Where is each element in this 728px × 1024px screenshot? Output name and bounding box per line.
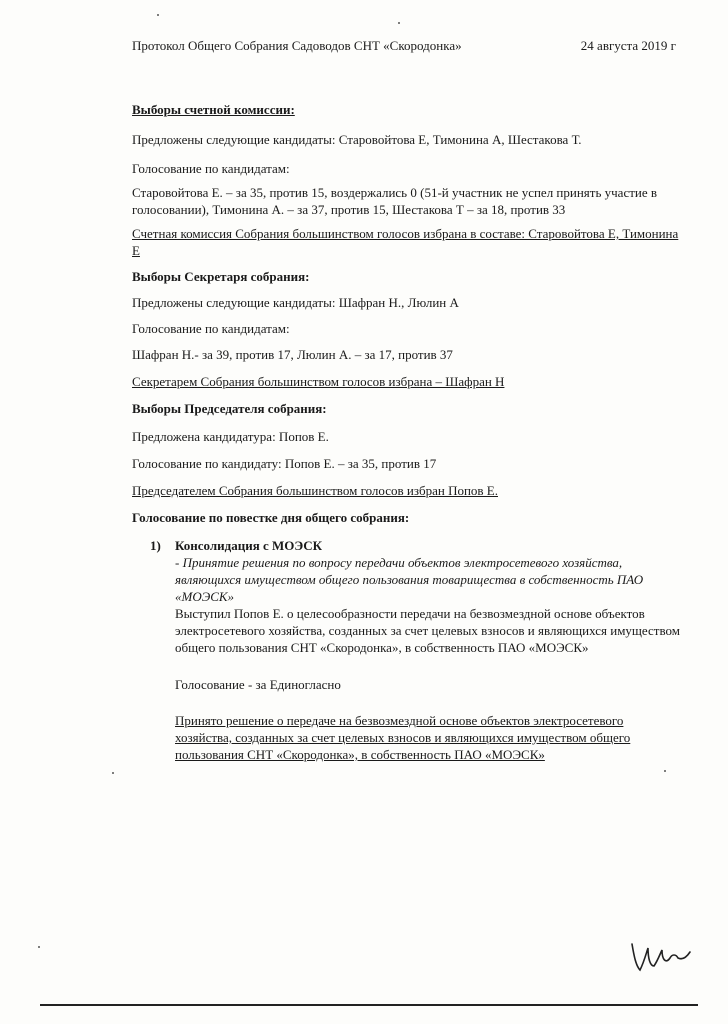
agenda-item-speech-line-2: электросетевого хозяйства, созданных за счет целевых взносов и являющихся имуществом <box>175 623 681 638</box>
chairman-heading: Выборы Председателя собрания: <box>132 401 327 416</box>
agenda-item-speech-line-1: Выступил Попов Е. о целесообразности передачи на безвозмездной основе объектов <box>175 606 645 621</box>
scan-speck <box>157 14 159 16</box>
secretary-votes: Шафран Н.- за 39, против 17, Люлин А. – за 17, против 37 <box>132 347 453 362</box>
agenda-item-speech-line-3: общего пользования СНТ «Скородонка», в собственность ПАО «МОЭСК» <box>175 640 589 655</box>
bottom-rule <box>40 1004 698 1006</box>
agenda-item-desc-line-3: «МОЭСК» <box>175 589 235 604</box>
agenda-item-number: 1) <box>150 538 161 553</box>
counting-votes-line-1: Старовойтова Е. – за 35, против 15, воздержались 0 (51-й участник не успел принять участие в <box>132 185 658 200</box>
counting-candidates: Предложены следующие кандидаты: Старовойтова Е, Тимонина А, Шестакова Т. <box>132 132 582 147</box>
secretary-result: Секретарем Собрания большинством голосов избрана – Шафран Н <box>132 374 505 389</box>
counting-votes-line-2: голосовании), Тимонина А. – за 37, против 15, Шестакова Т – за 18, против 33 <box>132 202 566 217</box>
agenda-item-decision-line-2: хозяйства, созданных за счет целевых взносов и являющихся имуществом общего <box>175 730 631 745</box>
secretary-heading: Выборы Секретаря собрания: <box>132 269 310 284</box>
scan-speck <box>664 770 666 772</box>
secretary-candidates: Предложены следующие кандидаты: Шафран Н., Люлин А <box>132 295 459 310</box>
handwritten-signature <box>624 936 694 976</box>
counting-result-line-2: Е <box>132 243 140 258</box>
agenda-item-desc-line-1: - Принятие решения по вопросу передачи объектов электросетевого хозяйства, <box>175 555 623 570</box>
scan-speck <box>112 772 114 774</box>
agenda-item-vote: Голосование - за Единогласно <box>175 677 341 692</box>
document-date: 24 августа 2019 г <box>580 38 676 53</box>
chairman-result: Председателем Собрания большинством голосов избран Попов Е. <box>132 483 498 498</box>
agenda-item-title: Консолидация с МОЭСК <box>175 538 323 553</box>
page-header <box>132 38 676 58</box>
counting-result-line-1: Счетная комиссия Собрания большинством голосов избрана в составе: Старовойтова Е, Тимонина <box>132 226 679 241</box>
agenda-heading: Голосование по повестке дня общего собрания: <box>132 510 410 525</box>
agenda-item-decision-line-1: Принято решение о передаче на безвозмездной основе объектов электросетевого <box>175 713 624 728</box>
chairman-vote: Голосование по кандидату: Попов Е. – за 35, против 17 <box>132 456 437 471</box>
scan-speck <box>38 946 40 948</box>
counting-vote-label: Голосование по кандидатам: <box>132 161 290 176</box>
counting-commission-heading: Выборы счетной комиссии: <box>132 102 295 117</box>
document-title: Протокол Общего Собрания Садоводов СНТ «Скородонка» <box>132 38 462 53</box>
scan-speck <box>398 22 400 24</box>
chairman-candidate: Предложена кандидатура: Попов Е. <box>132 429 329 444</box>
agenda-item-desc-line-2: являющихся имуществом общего пользования товарищества в собственность ПАО <box>175 572 644 587</box>
agenda-item-decision-line-3: пользования СНТ «Скородонка», в собственность ПАО «МОЭСК» <box>175 747 545 762</box>
secretary-vote-label: Голосование по кандидатам: <box>132 321 290 336</box>
